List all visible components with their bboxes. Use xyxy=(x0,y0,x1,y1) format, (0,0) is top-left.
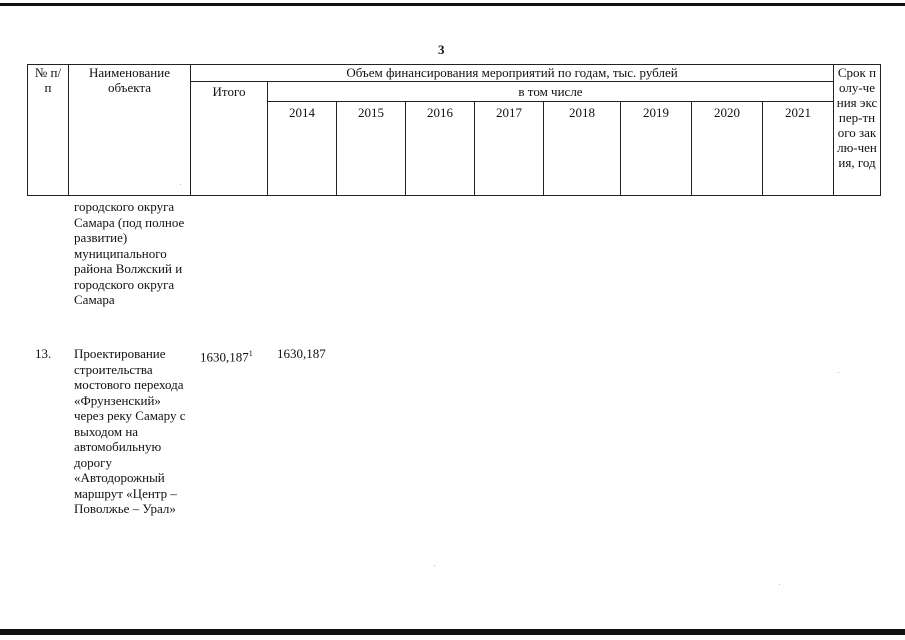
header-including: в том числе xyxy=(268,82,834,102)
row-13-total-footnote: 1 xyxy=(248,349,253,358)
top-border xyxy=(0,3,905,6)
header-year-2016: 2016 xyxy=(406,102,475,196)
header-number: № п/п xyxy=(28,65,69,196)
bottom-border xyxy=(0,629,905,635)
header-year-2015: 2015 xyxy=(337,102,406,196)
header-year-2018: 2018 xyxy=(544,102,621,196)
row-13-total xyxy=(200,346,253,365)
financing-table-header xyxy=(27,64,881,196)
page-number: 3 xyxy=(438,42,445,57)
scan-speck xyxy=(434,565,435,566)
header-financing-volume: Объем финансирования мероприятий по годам, тыс. рублей xyxy=(191,65,834,82)
header-year-2019: 2019 xyxy=(621,102,692,196)
header-year-2017: 2017 xyxy=(475,102,544,196)
scan-speck xyxy=(779,584,780,585)
row-continuation-name: городского округа Самара (под полное развитие) муниципального района Волжский и городского округа Самара xyxy=(74,199,185,307)
header-object-name: Наименование объекта xyxy=(69,65,191,196)
header-deadline: Срок полу-чения экспер-тного заклю-чения, год xyxy=(834,65,881,196)
scan-speck xyxy=(838,372,839,373)
header-year-2014: 2014 xyxy=(268,102,337,196)
row-13-total-value: 1630,187 xyxy=(200,349,249,365)
header-total: Итого xyxy=(191,82,268,196)
row-13-number: 13. xyxy=(35,346,52,361)
scan-speck xyxy=(180,184,181,185)
header-year-2020: 2020 xyxy=(692,102,763,196)
row-13-2014: 1630,187 xyxy=(277,346,326,361)
header-year-2021: 2021 xyxy=(763,102,834,196)
row-13-name: Проектирование строительства мостового перехода «Фрунзенский» через реку Самару с выходом на автомобильную дорогу «Автодорожный маршрут «Центр – Поволжье – Урал» xyxy=(74,346,186,516)
